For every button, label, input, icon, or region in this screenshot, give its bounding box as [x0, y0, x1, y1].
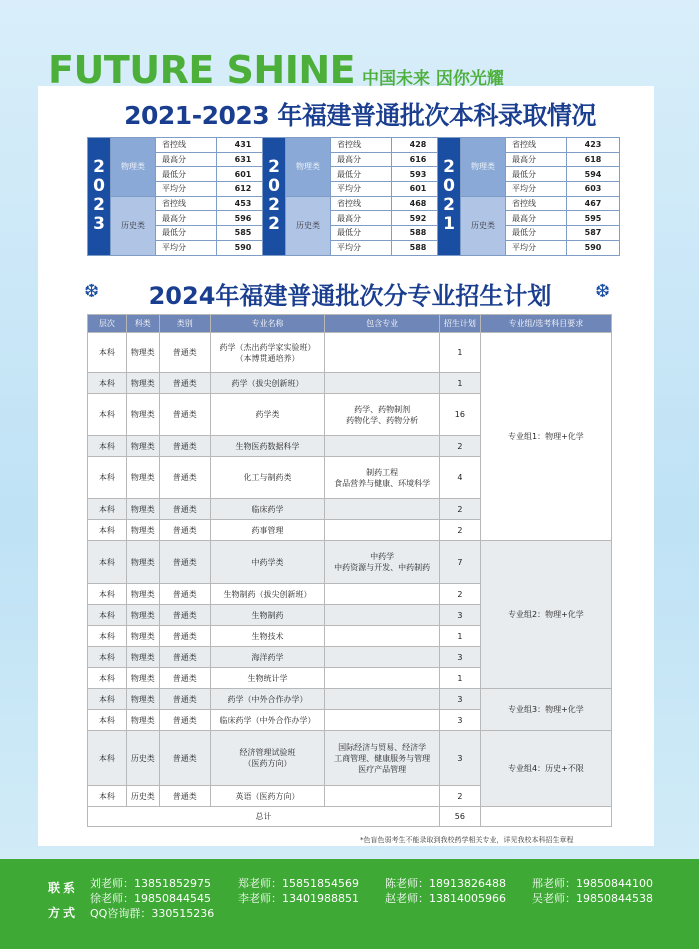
history-category: 物理类	[111, 138, 156, 197]
plan-cell-major: 生物制药（拔尖创新班）	[210, 584, 325, 605]
history-metric-value: 590	[567, 240, 620, 255]
plan-cell-level: 本科	[88, 786, 127, 807]
plan-header-cell: 科类	[126, 315, 159, 333]
plan-cell-level: 本科	[88, 647, 127, 668]
plan-cell-major: 药学（杰出药学家实验班） （本博贯通培养）	[210, 333, 325, 373]
plan-cell-major: 化工与制药类	[210, 457, 325, 499]
plan-cell-subject: 历史类	[126, 731, 159, 786]
plan-cell-level: 本科	[88, 668, 127, 689]
plan-cell-subject: 物理类	[126, 333, 159, 373]
history-metric-label: 最高分	[156, 152, 217, 167]
history-year	[263, 138, 286, 256]
history-metric-label: 最低分	[156, 226, 217, 241]
plan-total-value: 56	[440, 807, 481, 827]
history-metric-value: 603	[567, 182, 620, 197]
plan-cell-major: 经济管理试验班 （医药方向）	[210, 731, 325, 786]
history-metric-value: 601	[392, 182, 445, 197]
history-year	[88, 138, 111, 256]
plan-cell-includes	[325, 710, 440, 731]
history-row	[88, 138, 270, 153]
plan-cell-plan: 16	[440, 394, 481, 436]
plan-cell-level: 本科	[88, 584, 127, 605]
history-metric-label: 平均分	[506, 240, 567, 255]
plan-cell-level: 本科	[88, 689, 127, 710]
plan-cell-level: 本科	[88, 436, 127, 457]
history-metric-value: 467	[567, 196, 620, 211]
plan-cell-type: 普通类	[159, 668, 210, 689]
plan-cell-major: 生物技术	[210, 626, 325, 647]
plan-cell-major: 中药学类	[210, 541, 325, 584]
plan-cell-plan: 1	[440, 373, 481, 394]
history-metric-label: 省控线	[156, 138, 217, 153]
plan-cell-subject: 物理类	[126, 436, 159, 457]
history-table-2022	[262, 137, 445, 256]
history-metric-value: 594	[567, 167, 620, 182]
plan-cell-level: 本科	[88, 731, 127, 786]
plan-group-requirement: 专业组2：物理+化学	[480, 541, 611, 689]
plan-cell-major: 药学类	[210, 394, 325, 436]
plan-cell-major: 临床药学（中外合作办学）	[210, 710, 325, 731]
history-metric-label: 省控线	[506, 196, 567, 211]
history-metric-label: 省控线	[156, 196, 217, 211]
plan-cell-type: 普通类	[159, 786, 210, 807]
contact-entry: 邢老师：19850844100	[532, 877, 653, 890]
history-table-2023	[87, 137, 270, 256]
snowflake-icon: ❆	[84, 281, 100, 302]
year-digit: 2	[268, 214, 280, 235]
plan-cell-includes	[325, 520, 440, 541]
year-digit: 2	[268, 195, 280, 216]
plan-row	[88, 333, 612, 373]
plan-row	[88, 731, 612, 786]
plan-cell-major: 临床药学	[210, 499, 325, 520]
history-row	[263, 196, 445, 211]
contact-label-line1: 联系	[48, 881, 79, 895]
history-row	[263, 138, 445, 153]
contact-entry: QQ咨询群：330515236	[90, 907, 215, 920]
plan-cell-subject: 物理类	[126, 605, 159, 626]
plan-header-cell: 专业名称	[210, 315, 325, 333]
plan-cell-level: 本科	[88, 499, 127, 520]
plan-cell-type: 普通类	[159, 520, 210, 541]
year-digit: 0	[93, 176, 105, 197]
plan-cell-includes	[325, 333, 440, 373]
history-metric-value: 590	[217, 240, 270, 255]
history-metric-value: 585	[217, 226, 270, 241]
plan-cell-subject: 物理类	[126, 584, 159, 605]
plan-cell-type: 普通类	[159, 499, 210, 520]
history-metric-value: 616	[392, 152, 445, 167]
plan-row	[88, 689, 612, 710]
plan-cell-subject: 物理类	[126, 626, 159, 647]
plan-cell-subject: 物理类	[126, 457, 159, 499]
footnote: *色盲色弱考生不能录取到我校药学相关专业，详见我校本科招生章程	[360, 836, 574, 844]
plan-cell-subject: 物理类	[126, 689, 159, 710]
history-title: 2021-2023 年福建普通批次本科录取情况	[124, 101, 596, 130]
year-digit: 2	[93, 195, 105, 216]
history-row	[438, 138, 620, 153]
contact-entry: 陈老师：18913826488	[385, 877, 506, 890]
plan-cell-plan: 3	[440, 689, 481, 710]
plan-cell-includes	[325, 668, 440, 689]
plan-cell-type: 普通类	[159, 333, 210, 373]
plan-cell-plan: 3	[440, 710, 481, 731]
history-metric-value: 612	[217, 182, 270, 197]
plan-group-requirement: 专业组1：物理+化学	[480, 333, 611, 541]
plan-total-empty	[480, 807, 611, 827]
plan-cell-includes	[325, 499, 440, 520]
plan-cell-subject: 物理类	[126, 710, 159, 731]
plan-cell-subject: 物理类	[126, 668, 159, 689]
plan-header-cell: 专业组/选考科目要求	[480, 315, 611, 333]
plan-cell-major: 生物制药	[210, 605, 325, 626]
history-metric-label: 省控线	[331, 138, 392, 153]
year-digit: 2	[443, 157, 455, 178]
history-table-2021	[437, 137, 620, 256]
plan-cell-type: 普通类	[159, 373, 210, 394]
plan-cell-includes: 国际经济与贸易、经济学 工商管理、健康服务与管理 医疗产品管理	[325, 731, 440, 786]
snowflake-icon: ❆	[595, 281, 611, 302]
history-metric-value: 596	[217, 211, 270, 226]
plan-cell-plan: 3	[440, 605, 481, 626]
plan-group-requirement: 专业组3：物理+化学	[480, 689, 611, 731]
contact-entry: 徐老师：19850844545	[90, 892, 211, 905]
plan-cell-plan: 2	[440, 584, 481, 605]
history-metric-value: 431	[217, 138, 270, 153]
plan-cell-type: 普通类	[159, 689, 210, 710]
history-metric-value: 468	[392, 196, 445, 211]
plan-cell-subject: 物理类	[126, 647, 159, 668]
history-metric-value: 618	[567, 152, 620, 167]
contact-entry: 郑老师：15851854569	[238, 877, 359, 890]
plan-cell-includes	[325, 373, 440, 394]
history-metric-value: 453	[217, 196, 270, 211]
history-metric-label: 最高分	[331, 211, 392, 226]
history-category: 历史类	[286, 196, 331, 255]
contact-entry: 赵老师：13814005966	[385, 892, 506, 905]
history-metric-label: 最高分	[506, 211, 567, 226]
plan-cell-plan: 2	[440, 436, 481, 457]
plan-cell-plan: 1	[440, 626, 481, 647]
plan-header-cell: 层次	[88, 315, 127, 333]
plan-cell-level: 本科	[88, 541, 127, 584]
plan-cell-plan: 2	[440, 499, 481, 520]
plan-table	[87, 314, 612, 827]
contact-label	[48, 876, 78, 926]
history-metric-value: 423	[567, 138, 620, 153]
history-category: 历史类	[461, 196, 506, 255]
history-metric-value: 631	[217, 152, 270, 167]
plan-cell-plan: 1	[440, 333, 481, 373]
history-metric-value: 593	[392, 167, 445, 182]
plan-cell-includes: 中药学 中药资源与开发、中药制药	[325, 541, 440, 584]
plan-header-row	[88, 315, 612, 333]
plan-cell-type: 普通类	[159, 731, 210, 786]
history-metric-label: 平均分	[331, 240, 392, 255]
history-metric-value: 588	[392, 226, 445, 241]
plan-cell-subject: 物理类	[126, 373, 159, 394]
plan-cell-major: 药事管理	[210, 520, 325, 541]
plan-cell-level: 本科	[88, 520, 127, 541]
plan-header-cell: 类别	[159, 315, 210, 333]
plan-cell-type: 普通类	[159, 436, 210, 457]
plan-cell-level: 本科	[88, 605, 127, 626]
plan-header-cell: 招生计划	[440, 315, 481, 333]
plan-cell-includes	[325, 689, 440, 710]
plan-cell-plan: 2	[440, 520, 481, 541]
plan-header-cell: 包含专业	[325, 315, 440, 333]
plan-cell-includes: 药学、药物制剂 药物化学、药物分析	[325, 394, 440, 436]
history-metric-label: 平均分	[156, 240, 217, 255]
year-digit: 2	[268, 157, 280, 178]
plan-cell-subject: 物理类	[126, 394, 159, 436]
plan-cell-level: 本科	[88, 333, 127, 373]
plan-cell-plan: 4	[440, 457, 481, 499]
history-metric-label: 最低分	[331, 226, 392, 241]
year-digit: 1	[443, 214, 455, 235]
history-metric-label: 最低分	[156, 167, 217, 182]
plan-cell-type: 普通类	[159, 647, 210, 668]
plan-cell-type: 普通类	[159, 710, 210, 731]
plan-cell-includes	[325, 605, 440, 626]
history-metric-label: 省控线	[331, 196, 392, 211]
history-metric-label: 最高分	[156, 211, 217, 226]
year-digit: 3	[93, 214, 105, 235]
plan-cell-major: 生物统计学	[210, 668, 325, 689]
brand-slogan: 中国未来 因你光耀	[362, 69, 504, 89]
brand-name: FUTURE SHINE	[48, 48, 356, 92]
plan-cell-type: 普通类	[159, 541, 210, 584]
plan-cell-subject: 历史类	[126, 786, 159, 807]
history-metric-label: 最低分	[331, 167, 392, 182]
plan-cell-plan: 2	[440, 786, 481, 807]
history-metric-value: 601	[217, 167, 270, 182]
plan-cell-type: 普通类	[159, 584, 210, 605]
history-metric-label: 平均分	[156, 182, 217, 197]
year-digit: 0	[268, 176, 280, 197]
plan-cell-plan: 3	[440, 647, 481, 668]
plan-total-label: 总计	[88, 807, 440, 827]
history-metric-value: 592	[392, 211, 445, 226]
history-metric-label: 平均分	[331, 182, 392, 197]
plan-cell-major: 药学（中外合作办学）	[210, 689, 325, 710]
history-metric-label: 最低分	[506, 226, 567, 241]
contact-entry: 吴老师：19850844538	[532, 892, 653, 905]
contact-label-line2: 方式	[48, 906, 79, 920]
plan-cell-major: 药学（拔尖创新班）	[210, 373, 325, 394]
year-digit: 2	[93, 157, 105, 178]
year-digit: 2	[443, 195, 455, 216]
history-row	[88, 196, 270, 211]
history-metric-value: 587	[567, 226, 620, 241]
plan-cell-includes	[325, 436, 440, 457]
plan-row	[88, 541, 612, 584]
history-metric-value: 595	[567, 211, 620, 226]
plan-cell-plan: 7	[440, 541, 481, 584]
history-metric-label: 最低分	[506, 167, 567, 182]
plan-cell-major: 英语（医药方向）	[210, 786, 325, 807]
plan-cell-level: 本科	[88, 710, 127, 731]
history-category: 历史类	[111, 196, 156, 255]
contact-entry: 刘老师：13851852975	[90, 877, 211, 890]
plan-title: 2024年福建普通批次分专业招生计划	[148, 282, 552, 310]
history-metric-label: 最高分	[331, 152, 392, 167]
plan-cell-plan: 3	[440, 731, 481, 786]
plan-cell-level: 本科	[88, 373, 127, 394]
plan-cell-type: 普通类	[159, 605, 210, 626]
history-year	[438, 138, 461, 256]
plan-cell-subject: 物理类	[126, 541, 159, 584]
plan-cell-includes	[325, 647, 440, 668]
plan-cell-type: 普通类	[159, 394, 210, 436]
plan-cell-includes: 制药工程 食品营养与健康、环境科学	[325, 457, 440, 499]
plan-cell-subject: 物理类	[126, 520, 159, 541]
history-metric-value: 428	[392, 138, 445, 153]
history-metric-value: 588	[392, 240, 445, 255]
plan-cell-level: 本科	[88, 626, 127, 647]
history-metric-label: 平均分	[506, 182, 567, 197]
plan-cell-plan: 1	[440, 668, 481, 689]
plan-total-row	[88, 807, 612, 827]
plan-cell-type: 普通类	[159, 457, 210, 499]
plan-cell-major: 生物医药数据科学	[210, 436, 325, 457]
plan-cell-level: 本科	[88, 457, 127, 499]
plan-cell-level: 本科	[88, 394, 127, 436]
history-category: 物理类	[286, 138, 331, 197]
history-metric-label: 省控线	[506, 138, 567, 153]
plan-cell-subject: 物理类	[126, 499, 159, 520]
history-metric-label: 最高分	[506, 152, 567, 167]
plan-group-requirement: 专业组4：历史+不限	[480, 731, 611, 807]
plan-cell-includes	[325, 584, 440, 605]
contact-entry: 李老师：13401988851	[238, 892, 359, 905]
history-row	[438, 196, 620, 211]
year-digit: 0	[443, 176, 455, 197]
history-category: 物理类	[461, 138, 506, 197]
plan-cell-includes	[325, 786, 440, 807]
plan-cell-type: 普通类	[159, 626, 210, 647]
plan-cell-major: 海洋药学	[210, 647, 325, 668]
plan-cell-includes	[325, 626, 440, 647]
